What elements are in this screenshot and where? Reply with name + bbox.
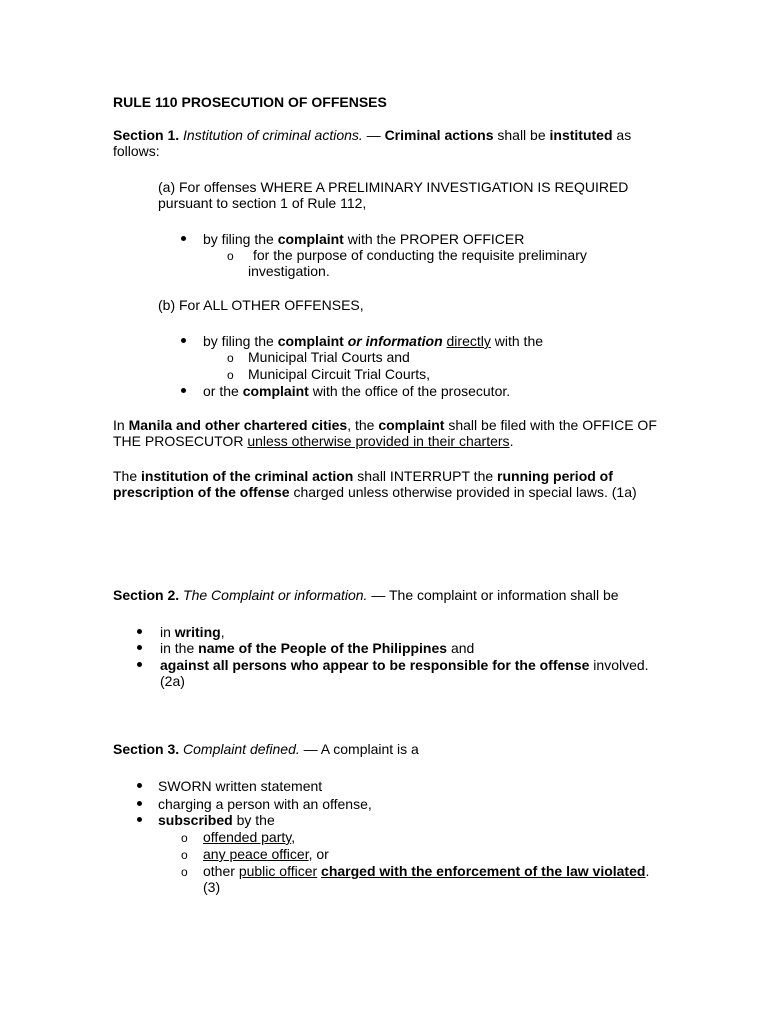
bullet-icon: [137, 783, 142, 788]
section-2-bullet-3: against all persons who appear to be responsible for the offense involved.: [160, 657, 649, 673]
section-3-sub-2: any peace officer, or: [203, 846, 329, 862]
bullet-icon: [181, 236, 186, 241]
item-b-line1: (b) For ALL OTHER OFFENSES,: [158, 297, 364, 313]
section-2-bullet-1: in writing,: [160, 624, 225, 640]
section-3-bullet-3: subscribed by the: [158, 812, 275, 828]
item-b-bullet-1: by filing the complaint or information directly with the: [203, 333, 544, 349]
bullet-icon: [137, 645, 142, 650]
item-a-line1: (a) For offenses WHERE A PRELIMINARY INVESTIGATION IS REQUIRED: [158, 179, 629, 195]
item-a-sub-1-line2: investigation.: [248, 263, 330, 279]
item-a-line2: pursuant to section 1 of Rule 112,: [158, 195, 367, 211]
section-3-bullet-1: SWORN written statement: [158, 778, 323, 794]
sub-bullet-icon: o: [181, 848, 188, 862]
item-a-sub-1-line1: for the purpose of conducting the requisite preliminary: [253, 247, 587, 263]
section-3-heading: Section 3. Complaint defined. — A complaint is a: [113, 741, 419, 757]
manila-paragraph-line2: THE PROSECUTOR unless otherwise provided in their charters.: [113, 433, 514, 449]
section-3-sub-3: other public officer charged with the enforcement of the law violated.: [203, 863, 650, 879]
item-b-bullet-2: or the complaint with the office of the prosecutor.: [203, 383, 511, 399]
section-3-bullet-2: charging a person with an offense,: [158, 796, 372, 812]
sub-bullet-icon: o: [181, 865, 188, 879]
page-title: RULE 110 PROSECUTION OF OFFENSES: [113, 94, 387, 110]
section-3-sub-1: offended party,: [203, 829, 296, 845]
manila-paragraph-line1: In Manila and other chartered cities, the complaint shall be filed with the OFFICE OF: [113, 417, 657, 433]
sub-bullet-icon: o: [227, 249, 234, 263]
section-1-heading: Section 1. Institution of criminal actions. — Criminal actions shall be instituted as: [113, 127, 632, 143]
sub-bullet-icon: o: [227, 368, 234, 382]
bullet-icon: [181, 388, 186, 393]
section-3-sub-3-cont: (3): [203, 879, 221, 895]
bullet-icon: [181, 338, 186, 343]
section-2-bullet-2: in the name of the People of the Philippines and: [160, 640, 475, 656]
bullet-icon: [137, 629, 142, 634]
section-1-heading-cont: follows:: [113, 143, 160, 159]
bullet-icon: [137, 817, 142, 822]
item-b-sub-1: Municipal Trial Courts and: [248, 349, 410, 365]
section-2-heading: Section 2. The Complaint or information. — The complaint or information shall be: [113, 587, 619, 603]
institution-paragraph-line2: prescription of the offense charged unless otherwise provided in special laws. (1a): [113, 484, 637, 500]
sub-bullet-icon: o: [181, 831, 188, 845]
bullet-icon: [137, 662, 142, 667]
item-a-bullet-1: by filing the complaint with the PROPER OFFICER: [203, 231, 525, 247]
sub-bullet-icon: o: [227, 351, 234, 365]
institution-paragraph-line1: The institution of the criminal action shall INTERRUPT the running period of: [113, 468, 613, 484]
section-2-bullet-3-cont: (2a): [160, 673, 185, 689]
bullet-icon: [137, 801, 142, 806]
item-b-sub-2: Municipal Circuit Trial Courts,: [248, 366, 431, 382]
